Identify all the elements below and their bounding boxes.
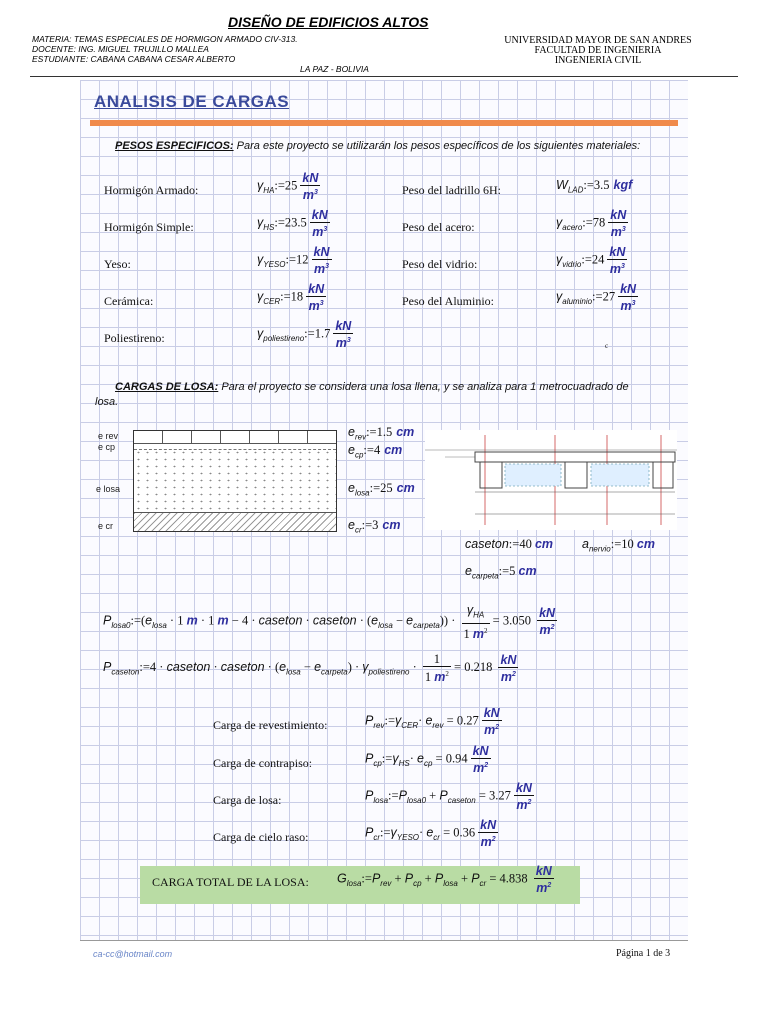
plosa0-result: 3.050 xyxy=(502,613,531,628)
load-value: 0.27 xyxy=(456,713,479,728)
stray-mark: c xyxy=(605,342,609,350)
losa-intro-text: Para el proyecto se considera una losa llena, y se analiza para 1 metrocuadrado de xyxy=(221,381,629,393)
unit-num: kN xyxy=(311,208,328,222)
symbol-sub: acero xyxy=(562,222,583,232)
total-value: 4.838 xyxy=(499,871,528,886)
load-sub: cr xyxy=(373,832,381,842)
unit-den xyxy=(333,334,353,350)
pcaseton-formula: $P_{caseton}:=4$ · caseton · caseton · $(e_{losa} - e_{carpeta}) \cdot \gamma_{poliestireno}$ · $\frac{1}{1 m^2}$ = 0.218 $\frac{kN}{m^2}$ xyxy=(103,652,517,685)
nervio-sub: nervio xyxy=(588,544,611,554)
load-sub: cp xyxy=(373,758,382,768)
material-label: Peso del vidrio: xyxy=(402,257,478,271)
section-accent-bar xyxy=(90,120,678,126)
thickness-value: 25 xyxy=(380,481,393,495)
symbol-sub: LAD xyxy=(567,185,584,195)
nervio-value: 10 xyxy=(621,537,634,551)
unit-den-exp: 3 xyxy=(314,189,318,196)
carpeta-sub: carpeta xyxy=(471,571,499,581)
unit-num: kN xyxy=(302,171,319,185)
load-formula: $P_{losa}:=P_{losa0} + P_{caseton} = 3.27$ $\frac{kN}{m^2}$ xyxy=(365,781,532,813)
symbol: W xyxy=(556,178,568,192)
thickness-sub: cp xyxy=(354,450,364,460)
material-label: Yeso: xyxy=(104,257,131,271)
unit-num: kN xyxy=(609,245,626,259)
unit-den-base: m xyxy=(312,225,324,240)
total-label: CARGA TOTAL DE LA LOSA: xyxy=(152,875,309,889)
material-value: 24 xyxy=(591,252,605,267)
thickness-value: 4 xyxy=(373,443,381,457)
page-number: Página 1 de 3 xyxy=(616,948,671,959)
p-caseton-sub: caseton xyxy=(447,795,476,805)
p-losa0: P xyxy=(398,788,407,803)
pesos-intro xyxy=(115,140,640,152)
thickness-sub: rev xyxy=(354,432,367,442)
symbol: γ xyxy=(257,252,264,267)
header-estudiante: ESTUDIANTE: CABANA CABANA CESAR ALBERTO xyxy=(32,54,236,64)
material-formula: $\gamma_{CER}:=18$ $\frac{kN}{m^3}$ xyxy=(257,282,325,314)
material-label: Hormigón Simple: xyxy=(104,220,194,234)
unit-den xyxy=(312,260,332,276)
header-divider xyxy=(30,76,738,77)
section-title: ANALISIS DE CARGAS xyxy=(94,92,290,111)
symbol: γ xyxy=(556,289,563,304)
label-e-cr: e cr xyxy=(98,521,114,531)
thickness-value: 3 xyxy=(372,518,379,532)
material-value: 1.7 xyxy=(314,326,331,341)
pesos-heading: PESOS ESPECIFICOS: xyxy=(115,140,234,152)
load-symbol: P xyxy=(365,788,374,803)
material-unit: kgf xyxy=(613,178,633,192)
unit-fraction xyxy=(607,245,627,276)
load-value: 3.27 xyxy=(489,788,511,803)
unit-den-exp: 3 xyxy=(631,300,636,307)
e-sub: cp xyxy=(423,758,433,768)
footer-divider xyxy=(80,940,688,941)
label-e-rev: e rev xyxy=(98,431,119,441)
cielo-raso-layer xyxy=(134,512,336,531)
unit-fraction xyxy=(514,781,534,812)
material-formula: $\gamma_{vidrio}:=24$ $\frac{kN}{m^3}$ xyxy=(556,245,626,277)
unit-den xyxy=(300,186,320,202)
unit-den: $m^2$ xyxy=(473,761,489,776)
caseton-value: 40 xyxy=(519,537,532,551)
thickness-cp: $e_{cp}:=4$ cm xyxy=(348,443,403,460)
unit-den-base: m xyxy=(609,262,621,277)
slab-section-drawing xyxy=(425,430,677,530)
header-city: LA PAZ - BOLIVIA xyxy=(300,64,369,74)
unit-den-exp: 3 xyxy=(621,263,625,270)
unit-den-exp: 3 xyxy=(319,300,324,307)
gamma: γ xyxy=(395,713,402,728)
symbol-sub: vidrio xyxy=(562,259,582,269)
caseton-name: caseton xyxy=(465,537,509,551)
material-formula: $\gamma_{poliestireno}:=1.7$ $\frac{kN}{m^3}$ xyxy=(257,319,352,351)
thickness-unit: cm xyxy=(396,425,415,439)
unit-den-base: m xyxy=(610,225,622,240)
carpeta-unit: cm xyxy=(518,564,537,578)
unit-den-base: m xyxy=(313,262,326,277)
unit-den xyxy=(310,223,330,239)
material-label: Cerámica: xyxy=(104,294,154,308)
unit-num: kN xyxy=(480,818,497,832)
header-university: UNIVERSIDAD MAYOR DE SAN ANDRES xyxy=(504,35,692,46)
load-label: Carga de revestimiento: xyxy=(213,718,328,732)
unit-num: kN xyxy=(308,282,325,296)
symbol: γ xyxy=(257,215,264,230)
label-e-losa: e losa xyxy=(96,484,121,494)
load-value: 0.36 xyxy=(453,825,476,840)
symbol: γ xyxy=(556,215,563,230)
e-symbol: e xyxy=(425,713,433,728)
unit-den-exp: 3 xyxy=(621,226,626,233)
losa-heading: CARGAS DE LOSA: xyxy=(115,381,219,393)
material-label: Hormigón Armado: xyxy=(104,183,199,197)
unit-den xyxy=(618,297,638,313)
thickness-unit: cm xyxy=(382,518,401,532)
material-formula: $\gamma_{YESO}:=12$ $\frac{kN}{m^3}$ xyxy=(257,245,330,277)
unit-fraction xyxy=(300,171,320,202)
gamma: γ xyxy=(392,751,399,766)
unit-den-base: m xyxy=(620,299,632,314)
unit-den-base: m xyxy=(308,299,320,314)
unit-fraction xyxy=(310,208,330,239)
gamma-sub: YESO xyxy=(396,832,420,842)
material-label: Peso del acero: xyxy=(402,220,475,234)
plosa0-formula: $P_{losa0}:=(e_{losa} \cdot 1$ m · 1 m − 4 · caseton · caseton · $(e_{losa} - e_{carpeta})$) · $\frac{\gamma_{HA}}{1 m^2}$ = 3.050 $\frac{kN}{m^2}$ xyxy=(103,603,556,641)
gamma-sub: HS xyxy=(398,758,410,768)
load-formula: $P_{rev}:=\gamma_{CER}\cdot e_{rev} = 0.27$ $\frac{kN}{m^2}$ xyxy=(365,706,500,738)
carpeta-def: $e_{carpeta}:=5$ cm xyxy=(465,564,537,581)
symbol: γ xyxy=(556,252,563,267)
symbol: γ xyxy=(257,326,264,341)
unit-den-base: m xyxy=(302,188,314,203)
unit-num: kN xyxy=(483,706,500,720)
thickness-cr: $e_{cr}:=3$ cm xyxy=(348,518,401,535)
thickness-symbol: e xyxy=(348,518,355,532)
header-materia: MATERIA: TEMAS ESPECIALES DE HORMIGON ARMADO CIV-313. xyxy=(32,34,298,44)
unit-den-exp: 3 xyxy=(325,263,330,270)
thickness-unit: cm xyxy=(384,443,403,457)
e-symbol: e xyxy=(417,751,424,766)
unit-den xyxy=(608,223,628,239)
material-formula: $\gamma_{HS}:=23.5$ $\frac{kN}{m^3}$ xyxy=(257,208,328,240)
unit-fraction xyxy=(471,744,491,775)
symbol-sub: HS xyxy=(263,222,275,232)
unit-fraction xyxy=(482,706,502,737)
total-formula: $G_{losa}:=P_{rev} + P_{cp} + P_{losa} + P_{cr} = 4.838$ $\frac{kN}{m^2}$ xyxy=(337,864,552,896)
material-value: 23.5 xyxy=(284,215,307,230)
section-svg xyxy=(425,430,677,530)
load-label: Carga de contrapiso: xyxy=(213,756,313,770)
material-value: 12 xyxy=(296,252,309,267)
losa-intro xyxy=(115,381,629,393)
unit-num: kN xyxy=(472,744,489,758)
thickness-losa: $e_{losa}:=25$ cm xyxy=(348,481,415,498)
load-sub: rev xyxy=(373,720,385,730)
unit-fraction xyxy=(306,282,326,313)
material-value: 27 xyxy=(602,289,616,304)
unit-num: kN xyxy=(335,319,352,333)
nervio-def: $a_{nervio}:=10$ cm xyxy=(582,537,655,554)
slab-layers-diagram xyxy=(133,430,337,532)
thickness-sub: cr xyxy=(354,525,362,535)
unit-fraction xyxy=(608,208,628,239)
material-formula: $W_{LAD}:=3.5$ kgf xyxy=(556,178,633,195)
e-sub: cr xyxy=(433,832,440,842)
unit-fraction xyxy=(333,319,353,350)
material-formula: $\gamma_{acero}:=78$ $\frac{kN}{m^3}$ xyxy=(556,208,627,240)
symbol-sub: YESO xyxy=(263,259,286,269)
load-symbol: P xyxy=(365,713,374,728)
label-e-cp: e cp xyxy=(98,442,116,452)
material-label: Peso del Aluminio: xyxy=(402,294,495,308)
footer-email[interactable]: ca-cc@hotmail.com xyxy=(93,949,173,959)
unit-fraction xyxy=(618,282,638,313)
load-label: Carga de cielo raso: xyxy=(213,830,309,844)
gamma: γ xyxy=(390,825,397,840)
symbol-sub: CER xyxy=(263,296,281,306)
unit-num: kN xyxy=(620,282,637,296)
load-symbol: P xyxy=(365,825,374,840)
material-value: 18 xyxy=(290,289,304,304)
unit-num: kN xyxy=(515,781,532,795)
material-value: 25 xyxy=(284,178,298,193)
losa-layer xyxy=(134,449,336,513)
unit-den xyxy=(306,297,326,313)
gamma-sub: CER xyxy=(401,720,419,730)
unit-num: kN xyxy=(610,208,627,222)
thickness-symbol: e xyxy=(348,443,355,457)
unit-den: $m^2$ xyxy=(484,723,500,738)
caseton-def: caseton:=40 cm xyxy=(465,537,554,551)
load-formula: $P_{cp}:=\gamma_{HS}\cdot e_{cp} = 0.94$ $\frac{kN}{m^2}$ xyxy=(365,744,489,776)
p-caseton: P xyxy=(439,788,448,803)
thickness-symbol: e xyxy=(348,425,355,439)
thickness-value: 1.5 xyxy=(376,425,393,439)
load-value: 0.94 xyxy=(445,751,468,766)
symbol: γ xyxy=(257,289,264,304)
unit-fraction xyxy=(478,818,498,849)
nervio-unit: cm xyxy=(636,537,655,551)
symbol-sub: aluminio xyxy=(562,296,593,306)
thickness-symbol: e xyxy=(348,481,355,495)
material-label: Poliestireno: xyxy=(104,331,165,345)
p-losa0-sub: losa0 xyxy=(406,795,427,805)
losa-intro-cont: losa. xyxy=(95,396,119,408)
unit-den: $m^2$ xyxy=(516,798,532,813)
unit-den xyxy=(607,260,627,276)
header-faculty: FACULTAD DE INGENIERIA xyxy=(534,45,662,56)
symbol-sub: poliestireno xyxy=(263,333,305,343)
unit-den: $m^2$ xyxy=(480,835,496,850)
thickness-unit: cm xyxy=(396,481,415,495)
caseton-unit: cm xyxy=(534,537,554,551)
material-value: 3.5 xyxy=(593,178,610,192)
unit-den-exp: 3 xyxy=(323,226,328,233)
unit-den-base: m xyxy=(335,336,347,351)
load-symbol: P xyxy=(365,751,374,766)
unit-num: kN xyxy=(313,245,330,259)
header-career: INGENIERIA CIVIL xyxy=(554,55,642,66)
document-title: DISEÑO DE EDIFICIOS ALTOS xyxy=(228,14,429,30)
unit-den-exp: 3 xyxy=(346,337,351,344)
material-formula: $\gamma_{HA}:=25$ $\frac{kN}{m^3}$ xyxy=(257,171,319,203)
thickness-rev: $e_{rev}:=1.5$ cm xyxy=(348,425,415,442)
material-value: 78 xyxy=(592,215,606,230)
unit-fraction xyxy=(312,245,332,276)
e-symbol: e xyxy=(426,825,434,840)
carpeta-value: 5 xyxy=(509,564,516,578)
symbol: γ xyxy=(257,178,264,193)
load-label: Carga de losa: xyxy=(213,793,282,807)
load-formula: $P_{cr}:=\gamma_{YESO}\cdot e_{cr} = 0.36$ $\frac{kN}{m^2}$ xyxy=(365,818,497,850)
e-sub: rev xyxy=(432,720,444,730)
header-docente: DOCENTE: ING. MIGUEL TRUJILLO MALLEA xyxy=(32,44,209,54)
thickness-sub: losa xyxy=(354,488,370,498)
pcaseton-result: 0.218 xyxy=(464,659,493,674)
load-sub: losa xyxy=(373,795,389,805)
symbol-sub: HA xyxy=(263,185,275,195)
pesos-intro-text: Para este proyecto se utilizarán los pesos específicos de los siguientes materiales: xyxy=(236,140,641,152)
material-formula: $\gamma_{aluminio}:=27$ $\frac{kN}{m^3}$ xyxy=(556,282,637,314)
material-label: Peso del ladrillo 6H: xyxy=(402,183,501,197)
